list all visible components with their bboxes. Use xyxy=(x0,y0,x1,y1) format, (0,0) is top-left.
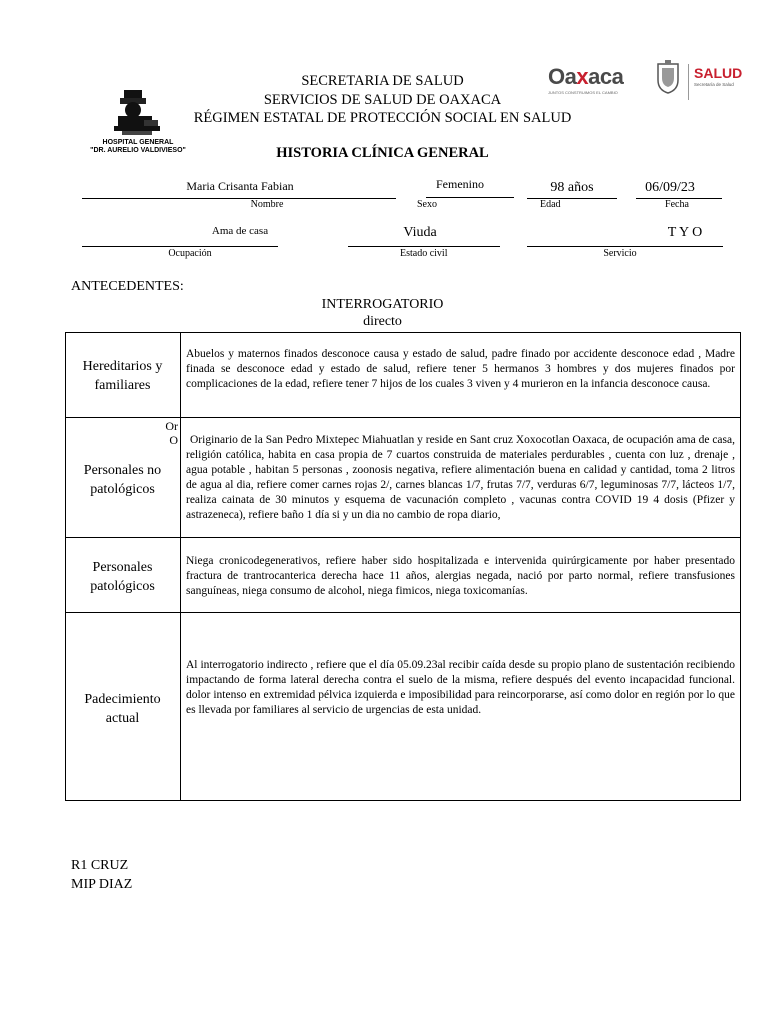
fecha-value: 06/09/23 xyxy=(645,180,695,195)
estado-civil-value: Viuda xyxy=(403,225,437,240)
oaxaca-logo xyxy=(548,66,644,102)
oaxaca-word-x: x xyxy=(576,64,589,89)
antecedentes-heading: ANTECEDENTES: xyxy=(71,279,184,294)
row-label-hereditarios: Hereditarios y familiares xyxy=(82,359,163,393)
header-servicios: SERVICIOS DE SALUD DE OAXACA xyxy=(263,92,502,108)
servicio-value: T Y O xyxy=(667,225,703,240)
nombre-label: Nombre xyxy=(250,199,284,210)
row-text-patologicos: Niega cronicodegenerativos, refiere haber sido hospitalizada e intervenida quirúrgicamente por haber presentado fractura de trantrocanterica derecha hace 11 años, alergias negada, nació por parto normal, refiere transfusiones sanguíneas, niega consumo de alcohol, niega fimicos, niega toxicomanías. xyxy=(186,555,735,597)
stray-text xyxy=(140,419,178,447)
fecha-label: Fecha xyxy=(665,199,689,210)
oaxaca-word-a: Oa xyxy=(548,64,577,89)
table-row-divider xyxy=(65,417,741,418)
row-label-no-patologicos: Personales no patológicos xyxy=(83,463,162,497)
row-text-no-patologicos: Originario de la San Pedro Mixtepec Miahuatlan y reside en Sant cruz Xoxocotlan Oaxaca, de ocupación ama de casa, religión católica, habita en casa propia de 7 cuartos construida de materiales perdurables , cuenta con luz , drenaje , agua potable , habitan 5 personas , zoonosis negativa, refiere alimentación buena en calidad y cantidad, toma 2 litros de agua al dia, refiere comer carnes rojas 2/, carnes blancas 1/7, frutas 7/7, verduras 6/7, leguminosas 7/7, lácteos 1/7, realiza cainata de 30 minutos y esquema de vacunación completo , vacunas contra COVID 19 4 dosis (Pfizer y astrazeneca), refiere baño 1 día si y un dia no cambio de ropa diario, xyxy=(186,434,735,521)
table-row-divider xyxy=(65,612,741,613)
hospital-emblem-icon xyxy=(110,86,166,138)
stray-text-line2: O xyxy=(169,433,178,447)
row-text-hereditarios: Abuelos y maternos finados desconoce causa y estado de salud, padre finado por accidente desconoce edad , Madre finada se desconoce edad y estado de salud, refiere tener 5 hermanos 3 hombres y dos mujeres finados por complicaciones de la edad, refiere tener 7 hijos de los cuales 3 viven y 4 murieron en la infancia desconoce causa. xyxy=(186,348,735,390)
interrogatorio-type: directo xyxy=(363,314,402,329)
stray-text-line1: Or xyxy=(165,419,178,433)
servicio-underline xyxy=(527,246,723,247)
signers xyxy=(71,856,132,894)
logo-divider xyxy=(688,64,689,100)
signer-2: MIP DIAZ xyxy=(71,877,133,892)
servicio-label: Servicio xyxy=(603,248,637,259)
sexo-label: Sexo xyxy=(417,199,437,210)
sexo-underline xyxy=(426,197,514,198)
salud-logo-word: SALUD xyxy=(694,65,743,81)
sexo-value: Femenino xyxy=(436,177,484,191)
document-title: HISTORIA CLÍNICA GENERAL xyxy=(276,145,489,161)
header-secretaria: SECRETARIA DE SALUD xyxy=(301,73,464,89)
oaxaca-word-b: aca xyxy=(588,64,624,89)
ocupacion-value: Ama de casa xyxy=(211,225,269,237)
hospital-name-line1: HOSPITAL GENERAL xyxy=(102,139,174,146)
edad-value: 98 años xyxy=(550,180,594,195)
estado-civil-label: Estado civil xyxy=(400,248,448,259)
oaxaca-slogan: JUNTOS CONSTRUIMOS EL CAMBIO xyxy=(548,90,618,95)
edad-label: Edad xyxy=(540,199,561,210)
estado-civil-underline xyxy=(348,246,500,247)
row-text-padecimiento: Al interrogatorio indirecto , refiere que el día 05.09.23al recibir caída desde su propio plano de sustentación recibiendo impactando de forma lateral derecha contra el suelo de la misma, refiere después del evento incapacidad funcional. dolor intenso en extremidad pélvica izquierda e imposibilidad para reincorporarse, así como dolor en región por lo que es llevada por familiares al servicio de urgencias de esta unidad. xyxy=(186,659,735,716)
table-row-divider xyxy=(65,537,741,538)
ocupacion-underline xyxy=(82,246,278,247)
state-shield-icon xyxy=(650,60,686,102)
header-regimen: RÉGIMEN ESTATAL DE PROTECCIÓN SOCIAL EN SALUD xyxy=(193,110,572,126)
ocupacion-label: Ocupación xyxy=(168,248,212,259)
row-label-patologicos: Personales patológicos xyxy=(90,560,155,594)
nombre-value: Maria Crisanta Fabian xyxy=(186,179,294,193)
interrogatorio-title: INTERROGATORIO xyxy=(321,297,444,312)
signer-1: R1 CRUZ xyxy=(71,858,129,873)
salud-logo-sub: Secretaría de Salud xyxy=(694,82,734,87)
interrogatorio-heading xyxy=(270,296,495,330)
row-label-padecimiento: Padecimiento actual xyxy=(84,692,161,726)
table-column-divider xyxy=(180,332,181,801)
hospital-name-line2: "DR. AURELIO VALDIVIESO" xyxy=(90,147,186,154)
